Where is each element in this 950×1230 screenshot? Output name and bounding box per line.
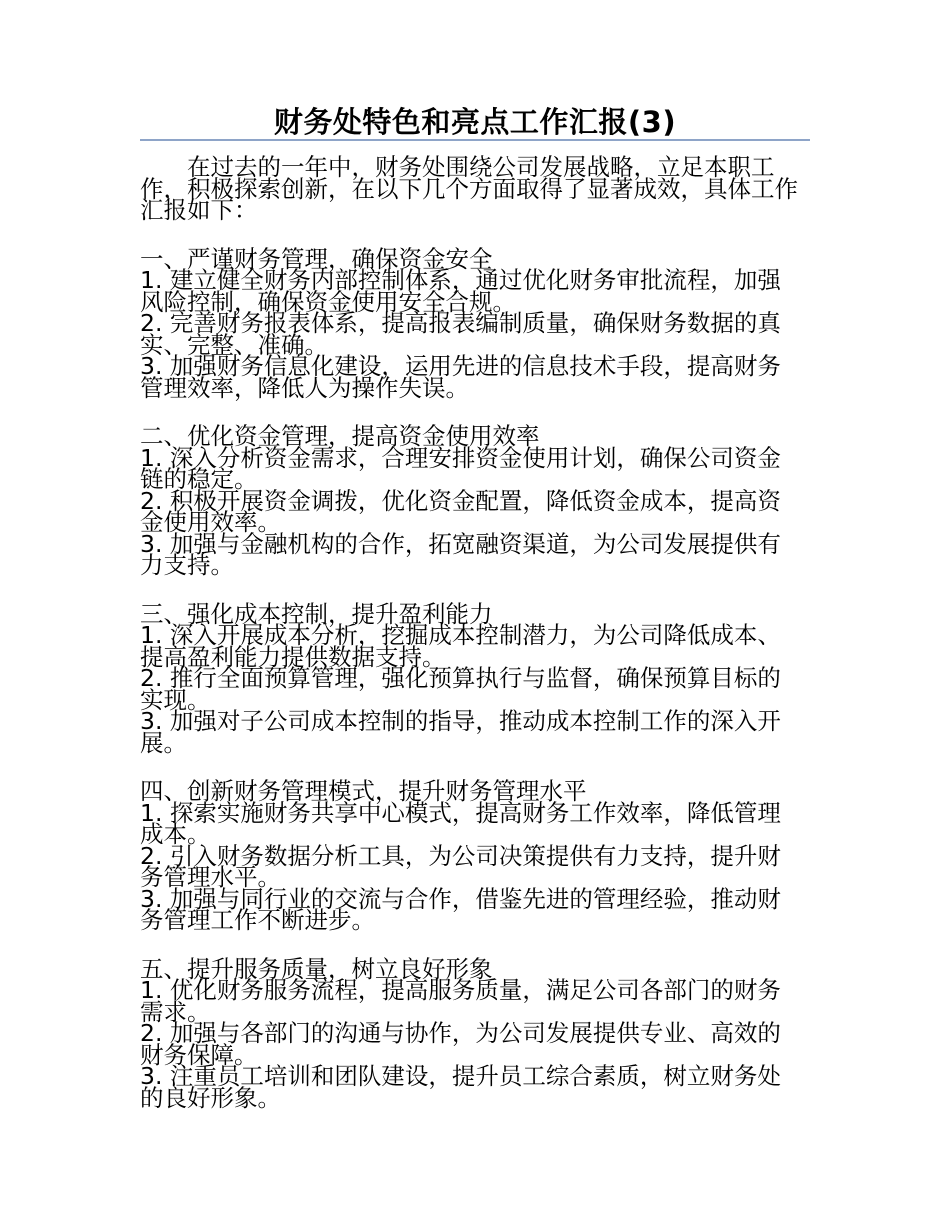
section-item: 2. 积极开展资金调拨，优化资金配置，降低资金成本，提高资金使用效率。 xyxy=(140,486,781,536)
section-heading: 三、强化成本控制，提升盈利能力 xyxy=(140,599,493,628)
section-1 xyxy=(140,222,810,400)
section-item: 3. 加强财务信息化建设，运用先进的信息技术手段，提高财务管理效率，降低人为操作失误。 xyxy=(140,352,781,402)
section-4 xyxy=(140,754,810,932)
section-item: 3. 注重员工培训和团队建设，提升员工综合素质，树立财务处的良好形象。 xyxy=(140,1062,781,1112)
section-item: 2. 完善财务报表体系，提高报表编制质量，确保财务数据的真实、完整、准确。 xyxy=(140,309,781,359)
section-item: 2. 引入财务数据分析工具，为公司决策提供有力支持，提升财务管理水平。 xyxy=(140,841,781,891)
section-heading: 一、严谨财务管理，确保资金安全 xyxy=(140,244,493,273)
section-item: 1. 探索实施财务共享中心模式，提高财务工作效率，降低管理成本。 xyxy=(140,798,781,848)
section-item: 1. 深入开展成本分析，挖掘成本控制潜力，为公司降低成本、提高盈利能力提供数据支持。 xyxy=(140,621,781,671)
section-item: 1. 建立健全财务内部控制体系，通过优化财务审批流程，加强风险控制，确保资金使用安全合规。 xyxy=(140,266,781,316)
section-item: 3. 加强与同行业的交流与合作，借鉴先进的管理经验，推动财务管理工作不断进步。 xyxy=(140,884,781,934)
section-3 xyxy=(140,577,810,755)
section-5 xyxy=(140,932,810,1110)
section-item: 3. 加强对子公司成本控制的指导，推动成本控制工作的深入开展。 xyxy=(140,707,781,757)
section-item: 1. 深入分析资金需求，合理安排资金使用计划，确保公司资金链的稳定。 xyxy=(140,443,781,493)
title-underline xyxy=(140,139,810,141)
section-heading: 二、优化资金管理，提高资金使用效率 xyxy=(140,422,540,450)
document-body xyxy=(140,153,810,1112)
section-item: 2. 加强与各部门的沟通与协作，为公司发展提供专业、高效的财务保障。 xyxy=(140,1019,781,1069)
section-2 xyxy=(140,399,810,577)
section-heading: 五、提升服务质量，树立良好形象 xyxy=(140,954,493,983)
section-heading: 四、创新财务管理模式，提升财务管理水平 xyxy=(140,777,587,805)
document-title: 财务处特色和亮点工作汇报(3) xyxy=(273,105,677,139)
section-item: 1. 优化财务服务流程，提高服务质量，满足公司各部门的财务需求。 xyxy=(140,976,781,1026)
section-item: 2. 推行全面预算管理，强化预算执行与监督，确保预算目标的实现。 xyxy=(140,664,781,714)
section-item: 3. 加强与金融机构的合作，拓宽融资渠道，为公司发展提供有力支持。 xyxy=(140,529,781,579)
intro-paragraph: 在过去的一年中，财务处围绕公司发展战略，立足本职工作，积极探索创新，在以下几个方面取得了显著成效，具体工作汇报如下： xyxy=(140,153,798,224)
